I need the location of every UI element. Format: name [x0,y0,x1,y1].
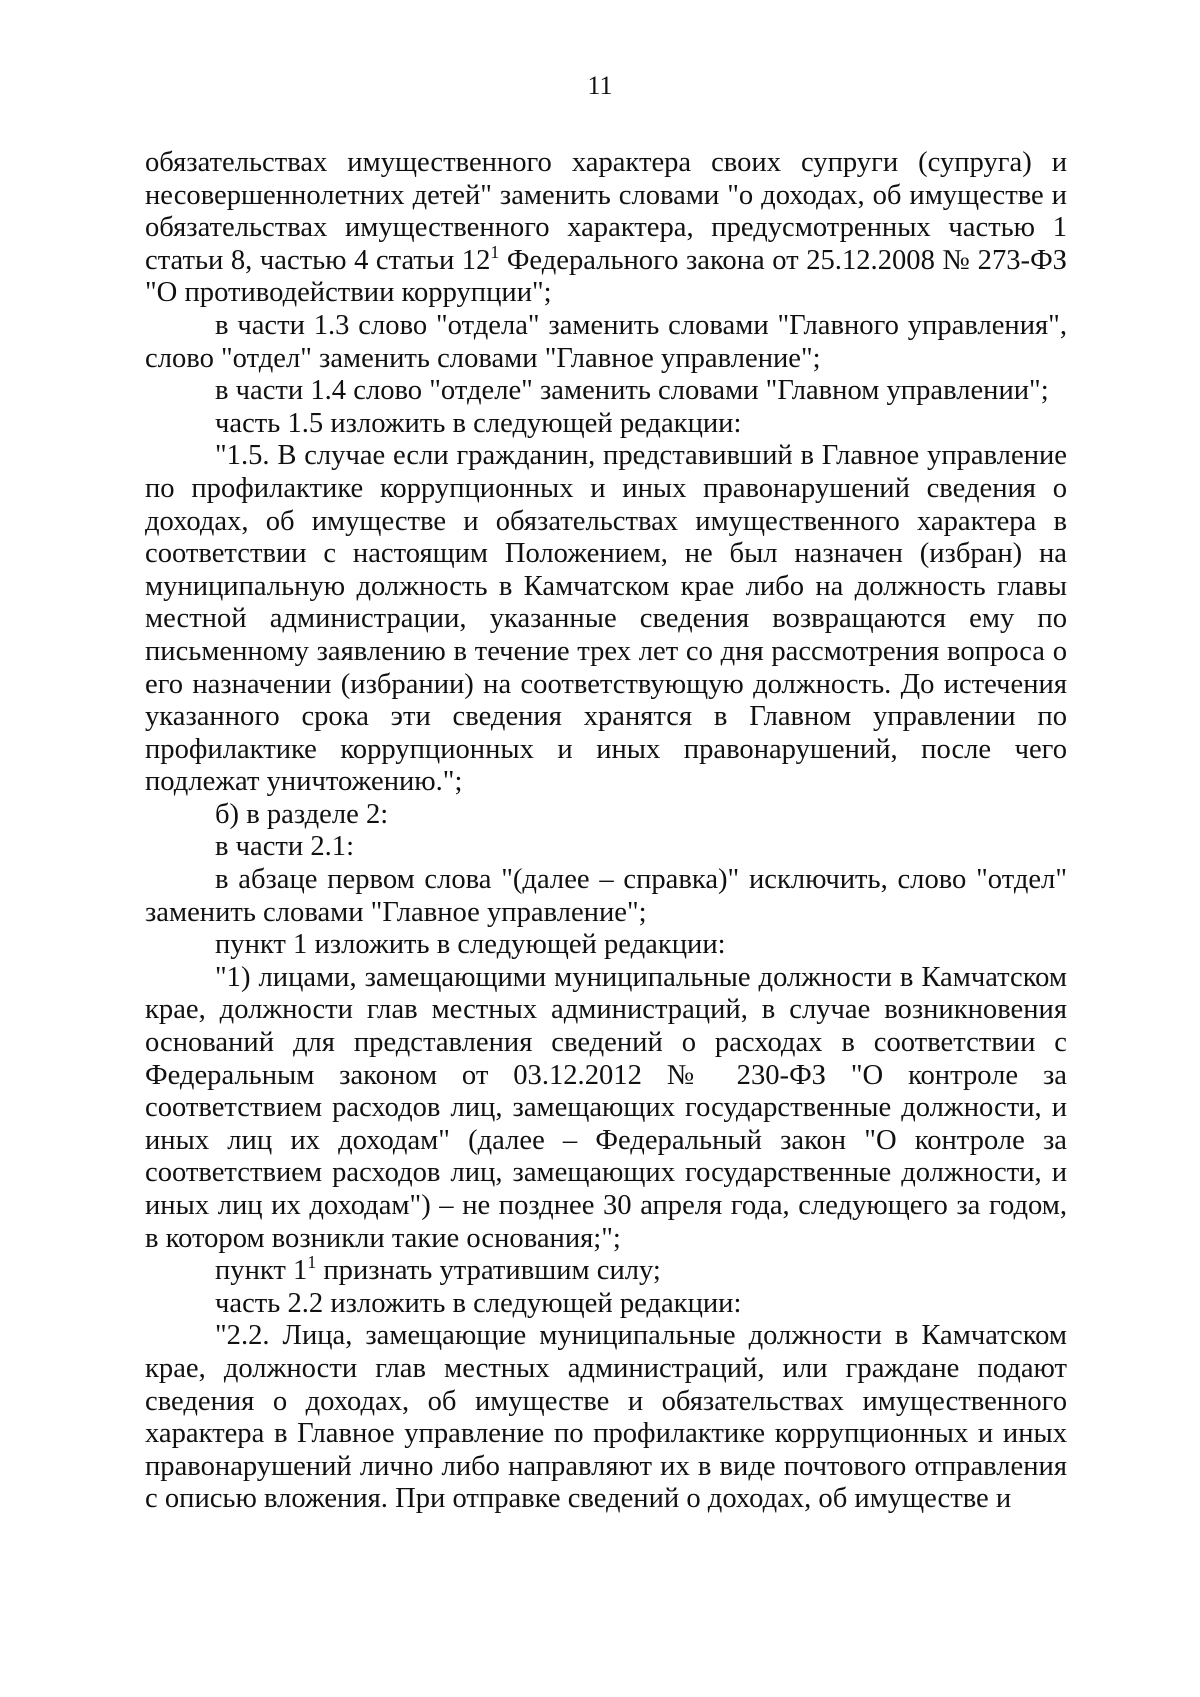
text-run: в абзаце первом слова "(далее – справка)" исключить, слово "отдел" заменить словами "Главное управление"; [145,864,1067,928]
paragraph [145,799,1067,832]
paragraph [145,408,1067,441]
text-run: Федерального закона от 25.12.2008 № 273-ФЗ "О противодействии коррупции"; [145,244,1067,309]
paragraph [145,864,1067,929]
text-run: в части 1.3 слово "отдела" заменить словами "Главного управления", слово "отдел" заменить словами "Главное управление"; [145,309,1067,374]
document-body [145,147,1067,1516]
page-number: 11 [587,71,613,100]
text-run: обязательствах имущественного характера своих супруги (супруга) и несовершеннолетних детей" заменить словами "о доходах, об имуществе и обязательствах имущественного характера, предусмотренных частью 1 статьи 8, частью 4 статьи 12 [145,147,1067,276]
text-run: часть 2.2 изложить в следующей редакции: [215,1287,742,1319]
superscript: 1 [307,1252,317,1273]
paragraph [145,1252,1067,1288]
text-run: признать утратившим силу; [316,1255,661,1287]
text-run: "1) лицами, замещающими муниципальные должности в Камчатском крае, должности глав местных администраций, в случае возникновения оснований для представления сведений о расходах в соответствии с Федеральным законом от 03.12.2012 № 230-ФЗ "О контроле за соответствием расходов лиц, замещающих государственные должности, и иных лиц их доходам" (далее – Федеральный закон "О контроле за соответствием расходов лиц, замещающих государственные должности, и иных лиц их доходам") – не позднее 30 апреля года, следующего за годом, в котором возникли такие основания;"; [145,961,1067,1254]
superscript: 1 [490,241,500,262]
paragraph [145,831,1067,864]
text-run: б) в разделе 2: [215,798,389,830]
text-run: в части 2.1: [215,831,355,863]
paragraph [145,1288,1067,1321]
paragraph [145,929,1067,962]
text-run: в части 1.4 слово "отделе" заменить словами "Главном управлении"; [215,375,1049,407]
paragraph [145,375,1067,408]
text-run: часть 1.5 изложить в следующей редакции: [215,407,742,439]
paragraph [145,1320,1067,1516]
paragraph [145,962,1067,1255]
paragraph [145,440,1067,799]
text-run: пункт 1 изложить в следующей редакции: [215,929,726,961]
text-run: "2.2. Лица, замещающие муниципальные должности в Камчатском крае, должности глав местных администраций, или граждане подают сведения о доходах, об имуществе и обязательствах имущественного характера в Главное управление по профилактике коррупционных и иных правонарушений лично либо направляют их в виде почтового отправления с описью вложения. При отправке сведений о доходах, об имуществе и [145,1320,1067,1515]
text-run: "1.5. В случае если гражданин, представивший в Главное управление по профилактике коррупционных и иных правонарушений сведения о доходах, об имуществе и обязательствах имущественного характера в соответствии с настоящим Положением, не был назначен (избран) на муниципальную должность в Камчатском крае либо на должность главы местной администрации, указанные сведения возвращаются ему по письменному заявлению в течение трех лет со дня рассмотрения вопроса о его назначении (избрании) на соответствующую должность. До истечения указанного срока эти сведения хранятся в Главном управлении по профилактике коррупционных и иных правонарушений, после чего подлежат уничтожению."; [145,440,1067,798]
text-run: пункт 1 [215,1255,308,1287]
paragraph [145,147,1067,310]
paragraph [145,310,1067,375]
